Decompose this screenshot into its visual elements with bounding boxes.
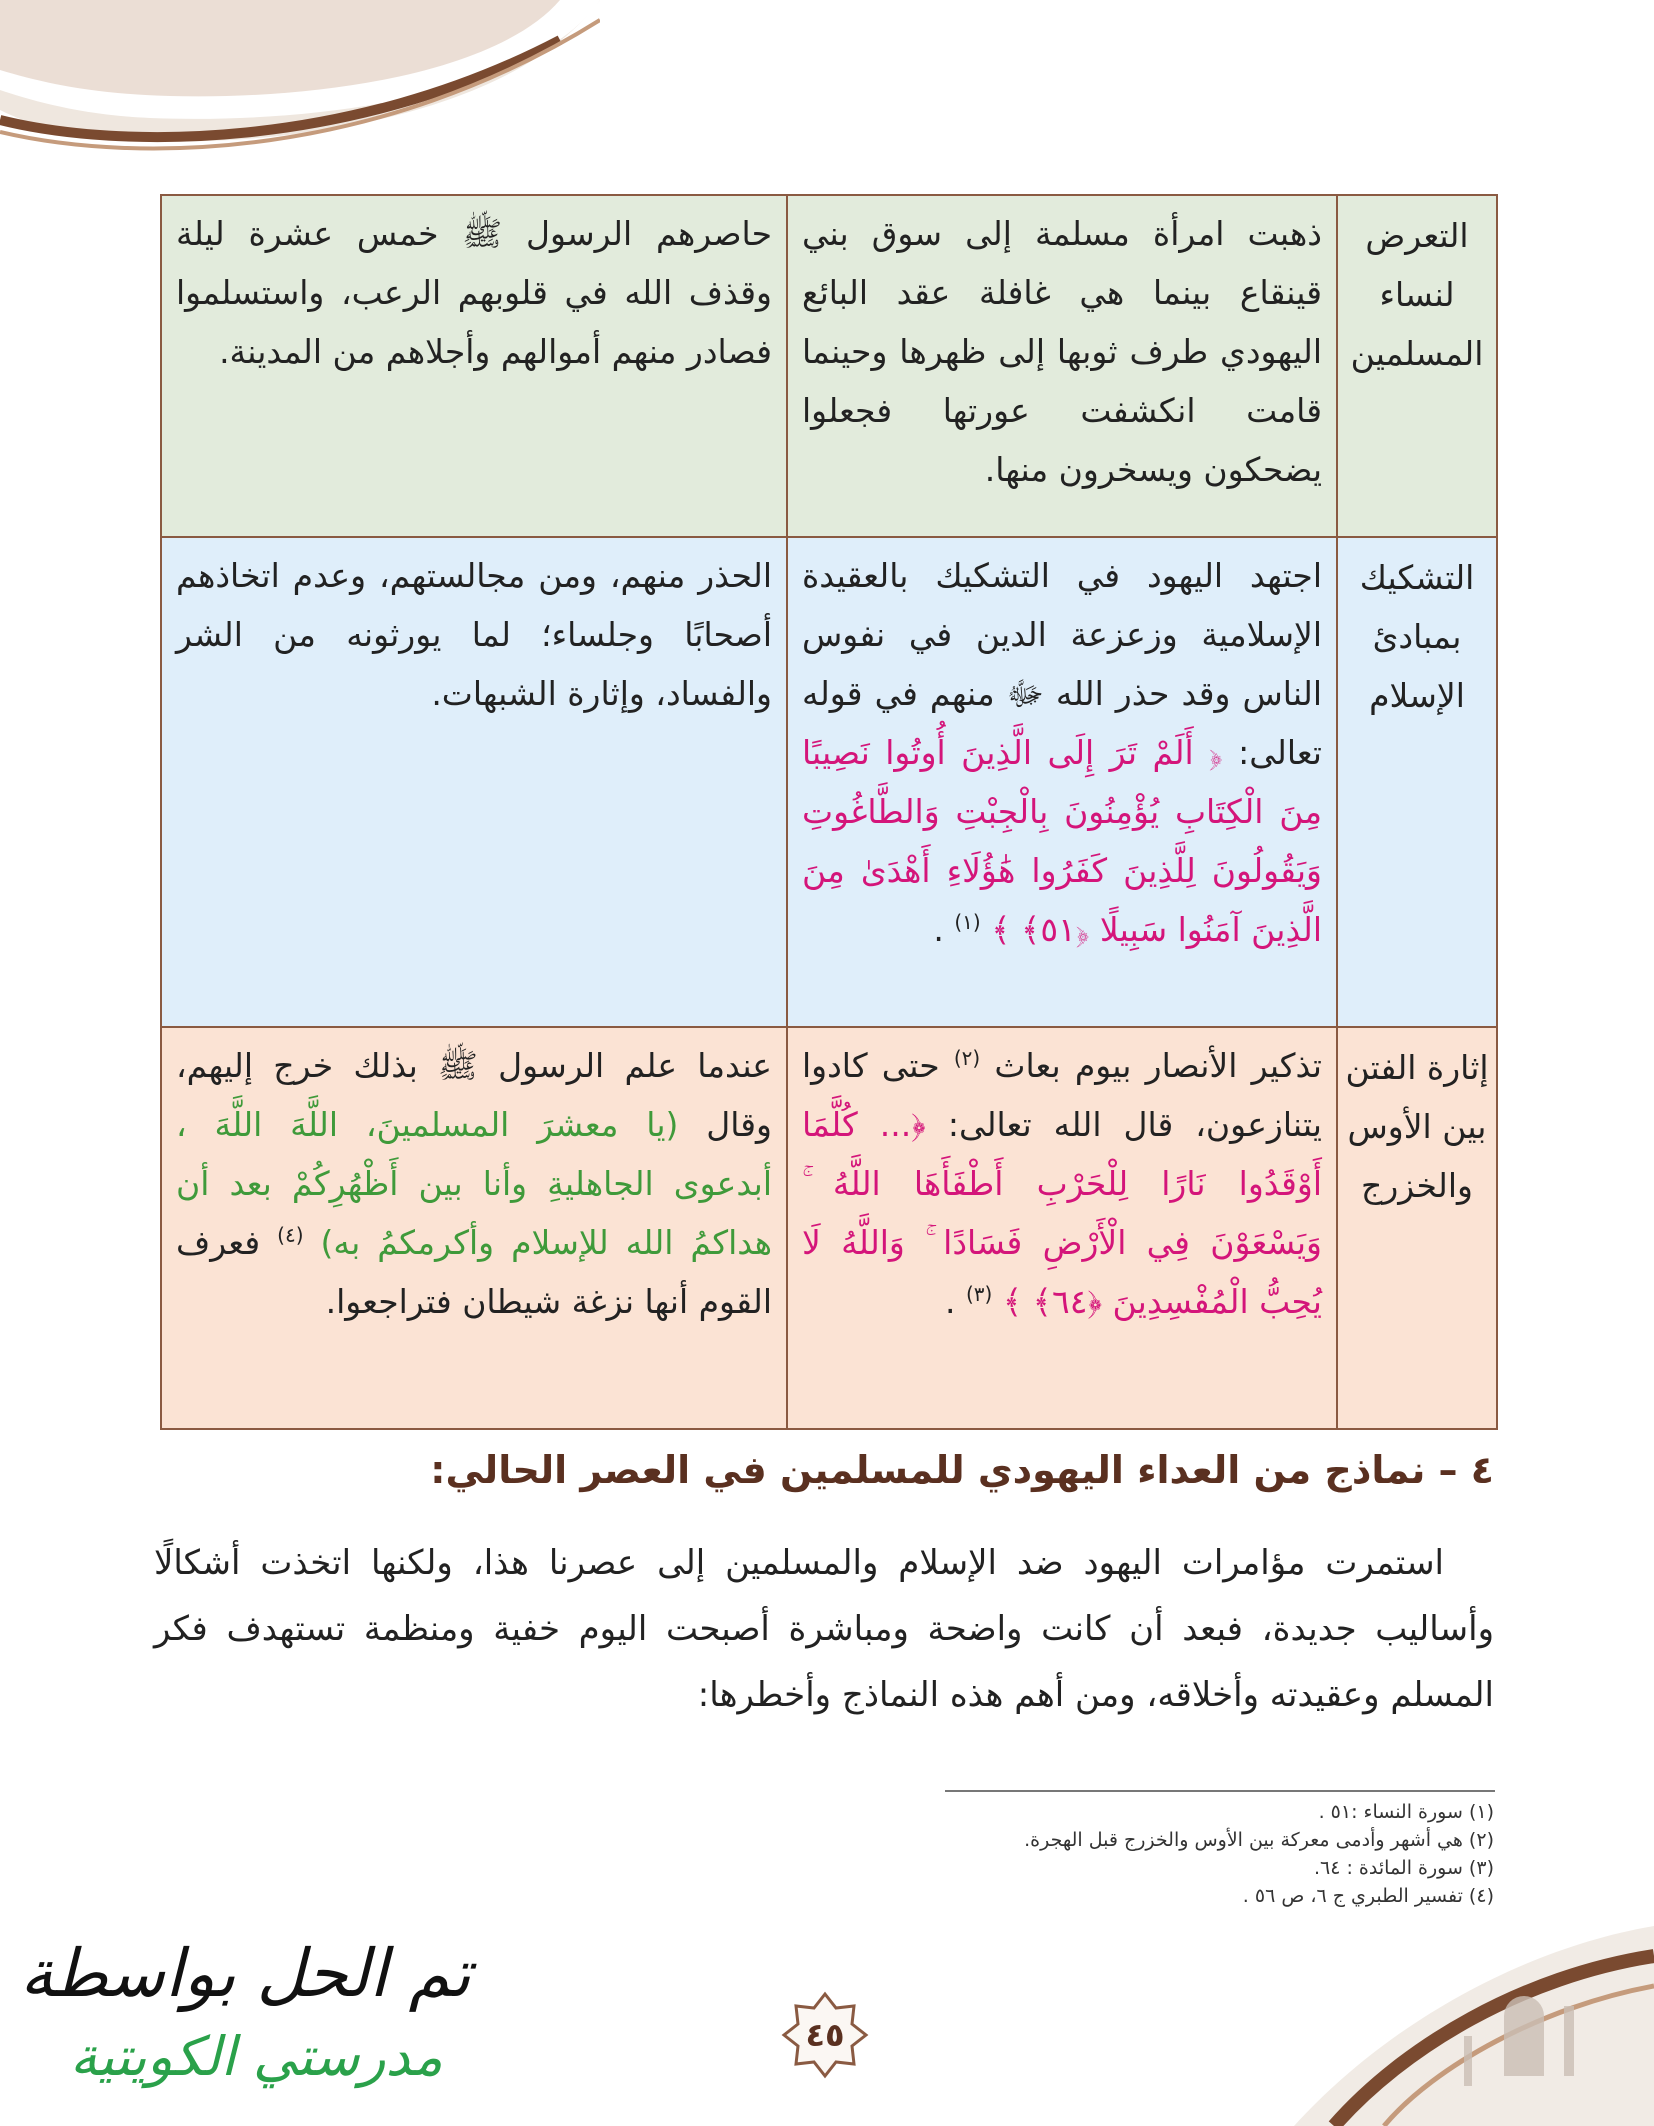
top-corner-ornament: [0, 0, 600, 160]
footnotes-list: [934, 1798, 1494, 1910]
footnote-item: (٤) تفسير الطبري ج ٦، ص ٥٦ .: [1242, 1885, 1494, 1907]
page-number-badge: [780, 1990, 870, 2080]
event-cell: [787, 537, 1337, 1027]
position-text: عندما علم الرسول ﷺ بذلك خرج إليهم، وقال: [176, 1046, 772, 1144]
footnote-item: (٢) هي أشهر وأدمى معركة بين الأوس والخزرج قبل الهجرة.: [1024, 1829, 1494, 1851]
quran-verse: ﴿... كُلَّمَا أَوْقَدُوا نَارًا لِلْحَرْبِ أَطْفَأَهَا اللَّهُ ۚ وَيَسْعَوْنَ فِي الْأَرْضِ فَسَادًا ۚ وَاللَّهُ لَا يُحِبُّ الْمُفْسِدِينَ ﴿٦٤﴾ ﴾: [802, 1105, 1322, 1321]
event-text: حتى كادوا يتنازعون، قال الله تعالى:: [802, 1046, 1322, 1144]
event-text: اجتهد اليهود في التشكيك بالعقيدة الإسلامية وزعزعة الدين في نفوس الناس وقد حذر الله ﷻ منهم في قوله تعالى:: [802, 556, 1322, 772]
event-cell: ذهبت امرأة مسلمة إلى سوق بني قينقاع بينما هي غافلة عقد البائع اليهودي طرف ثوبها إلى ظهرها وحينما قامت انكشفت عورتها فجعلوا يضحكون ويسخرون منها.: [787, 195, 1337, 537]
table-row: [161, 537, 1497, 1027]
watermark-line-2: مدرستي الكويتية: [70, 2025, 443, 2088]
footnote-ref: (٢): [953, 1046, 981, 1070]
watermark-line-1: تم الحل بواسطة: [20, 1935, 471, 2012]
footnote-ref: (٤): [277, 1223, 304, 1247]
position-cell: الحذر منهم، ومن مجالستهم، وعدم اتخاذهم أصحابًا وجلساء؛ لما يورثونه من الشر والفساد، وإثارة الشبهات.: [161, 537, 787, 1027]
event-end: .: [944, 1282, 956, 1321]
footnote-item: (٣) سورة المائدة : ٦٤.: [1313, 1857, 1494, 1879]
section-title: ٤ – نماذج من العداء اليهودي للمسلمين في العصر الحالي:: [430, 1448, 1494, 1492]
topic-cell: إثارة الفتن بين الأوس والخزرج: [1337, 1027, 1497, 1429]
table-row: [161, 1027, 1497, 1429]
footnote-item: (١) سورة النساء :٥١ .: [1318, 1801, 1494, 1823]
event-end: .: [933, 910, 944, 949]
position-cell: حاصرهم الرسول ﷺ خمس عشرة ليلة وقذف الله في قلوبهم الرعب، واستسلموا فصادر منهم أموالهم وأجلاهم من المدينة.: [161, 195, 787, 537]
topic-cell: التعرض لنساء المسلمين: [1337, 195, 1497, 537]
page-number: ٤٥: [805, 2016, 845, 2054]
table-row: [161, 195, 1497, 537]
event-text: تذكير الأنصار بيوم بعاث: [994, 1046, 1322, 1085]
footnote-divider: [945, 1790, 1495, 1792]
hadith-quote: (يا معشرَ المسلمينَ، اللَّهَ اللَّهَ ، أبدعوى الجاهليةِ وأنا بين أَظْهُرِكُمْ بعد أن هداكمُ الله للإسلام وأكرمكمُ به): [176, 1105, 772, 1262]
position-text: فعرف القوم أنها نزغة شيطان فتراجعوا.: [176, 1223, 772, 1321]
section-paragraph: استمرت مؤامرات اليهود ضد الإسلام والمسلمين إلى عصرنا هذا، ولكنها اتخذت أشكالًا وأساليب جديدة، فبعد أن كانت واضحة ومباشرة أصبحت اليوم خفية ومنظمة تستهدف فكر المسلم وعقيدته وأخلاقه، ومن أهم هذه النماذج وأخطرها:: [154, 1543, 1494, 1715]
quran-verse: ﴿ أَلَمْ تَرَ إِلَى الَّذِينَ أُوتُوا نَصِيبًا مِنَ الْكِتَابِ يُؤْمِنُونَ بِالْجِبْتِ وَالطَّاغُوتِ وَيَقُولُونَ لِلَّذِينَ كَفَرُوا هَٰؤُلَاءِ أَهْدَىٰ مِنَ الَّذِينَ آمَنُوا سَبِيلًا ﴿٥١﴾ ﴾: [802, 733, 1322, 949]
position-cell: [161, 1027, 787, 1429]
footnote-ref: (٣): [965, 1282, 993, 1306]
jewish-hostility-table: [160, 194, 1498, 1430]
solution-watermark: [10, 1925, 480, 2105]
footnote-ref: (١): [954, 910, 981, 934]
topic-cell: التشكيك بمبادئ الإسلام: [1337, 537, 1497, 1027]
event-cell: [787, 1027, 1337, 1429]
